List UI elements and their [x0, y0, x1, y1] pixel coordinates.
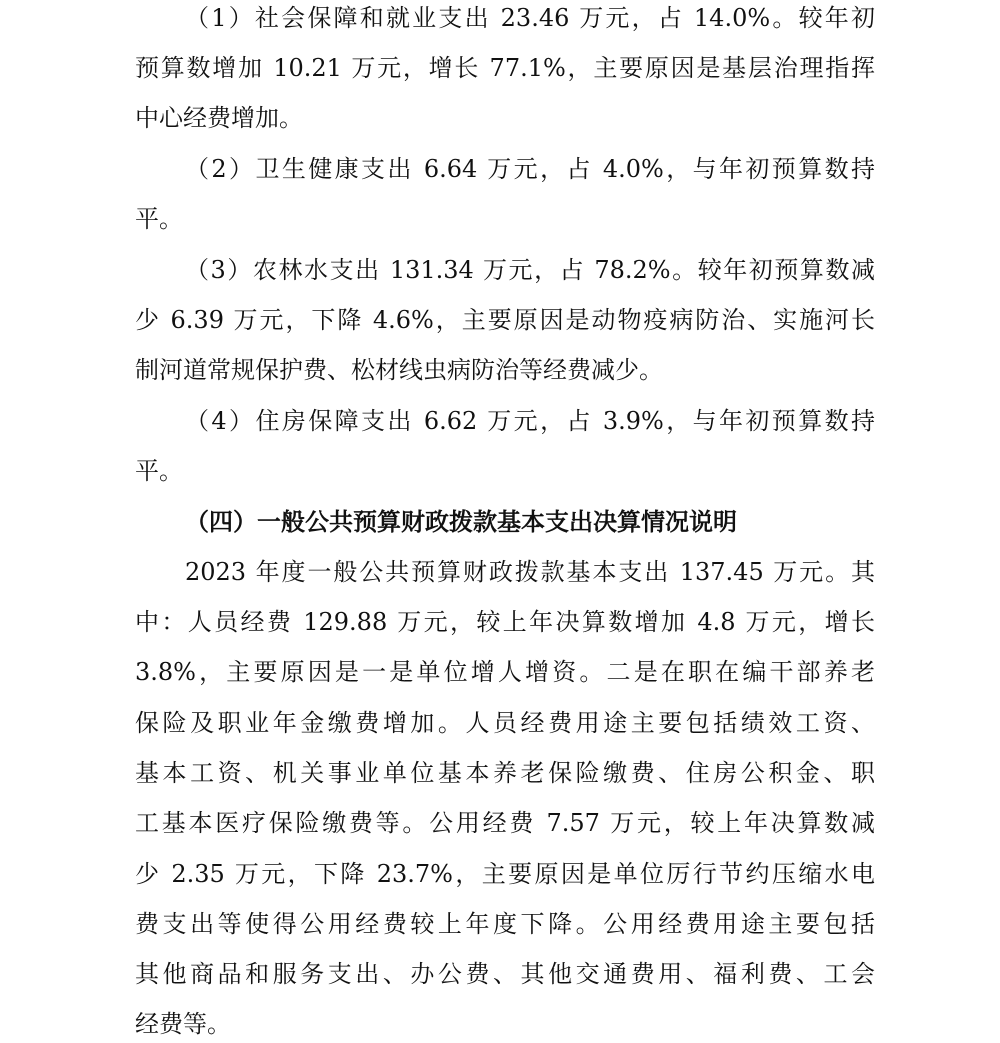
- item-1-line-2: 预算数增加 10.21 万元，增长 77.1%，主要原因是基层治理指挥: [135, 54, 875, 82]
- body-line-7: 少 2.35 万元，下降 23.7%，主要原因是单位厉行节约压缩水电: [135, 860, 875, 888]
- body-line-1: 2023 年度一般公共预算财政拨款基本支出 137.45 万元。其: [185, 558, 875, 586]
- body-line-8: 费支出等使得公用经费较上年度下降。公用经费用途主要包括: [135, 910, 875, 938]
- body-line-3: 3.8%，主要原因是一是单位增人增资。二是在职在编干部养老: [135, 658, 875, 686]
- item-1-line-3: 中心经费增加。: [135, 104, 303, 132]
- item-3-line-2: 少 6.39 万元，下降 4.6%，主要原因是动物疫病防治、实施河长: [135, 306, 875, 334]
- item-2-line-2: 平。: [135, 205, 183, 233]
- body-line-6: 工基本医疗保险缴费等。公用经费 7.57 万元，较上年决算数减: [135, 809, 875, 837]
- item-4-line-1: （4）住房保障支出 6.62 万元，占 3.9%，与年初预算数持: [185, 407, 875, 435]
- body-line-9: 其他商品和服务支出、办公费、其他交通费用、福利费、工会: [135, 960, 875, 988]
- section-heading: （四）一般公共预算财政拨款基本支出决算情况说明: [185, 508, 737, 536]
- item-2-line-1: （2）卫生健康支出 6.64 万元，占 4.0%，与年初预算数持: [185, 155, 875, 183]
- body-line-10: 经费等。: [135, 1010, 231, 1038]
- item-4-line-2: 平。: [135, 457, 183, 485]
- item-3-line-1: （3）农林水支出 131.34 万元，占 78.2%。较年初预算数减: [185, 256, 875, 284]
- body-line-2: 中：人员经费 129.88 万元，较上年决算数增加 4.8 万元，增长: [135, 608, 875, 636]
- body-line-5: 基本工资、机关事业单位基本养老保险缴费、住房公积金、职: [135, 759, 875, 787]
- body-line-4: 保险及职业年金缴费增加。人员经费用途主要包括绩效工资、: [135, 709, 875, 737]
- item-1-line-1: （1）社会保障和就业支出 23.46 万元，占 14.0%。较年初: [185, 4, 875, 32]
- item-3-line-3: 制河道常规保护费、松材线虫病防治等经费减少。: [135, 356, 663, 384]
